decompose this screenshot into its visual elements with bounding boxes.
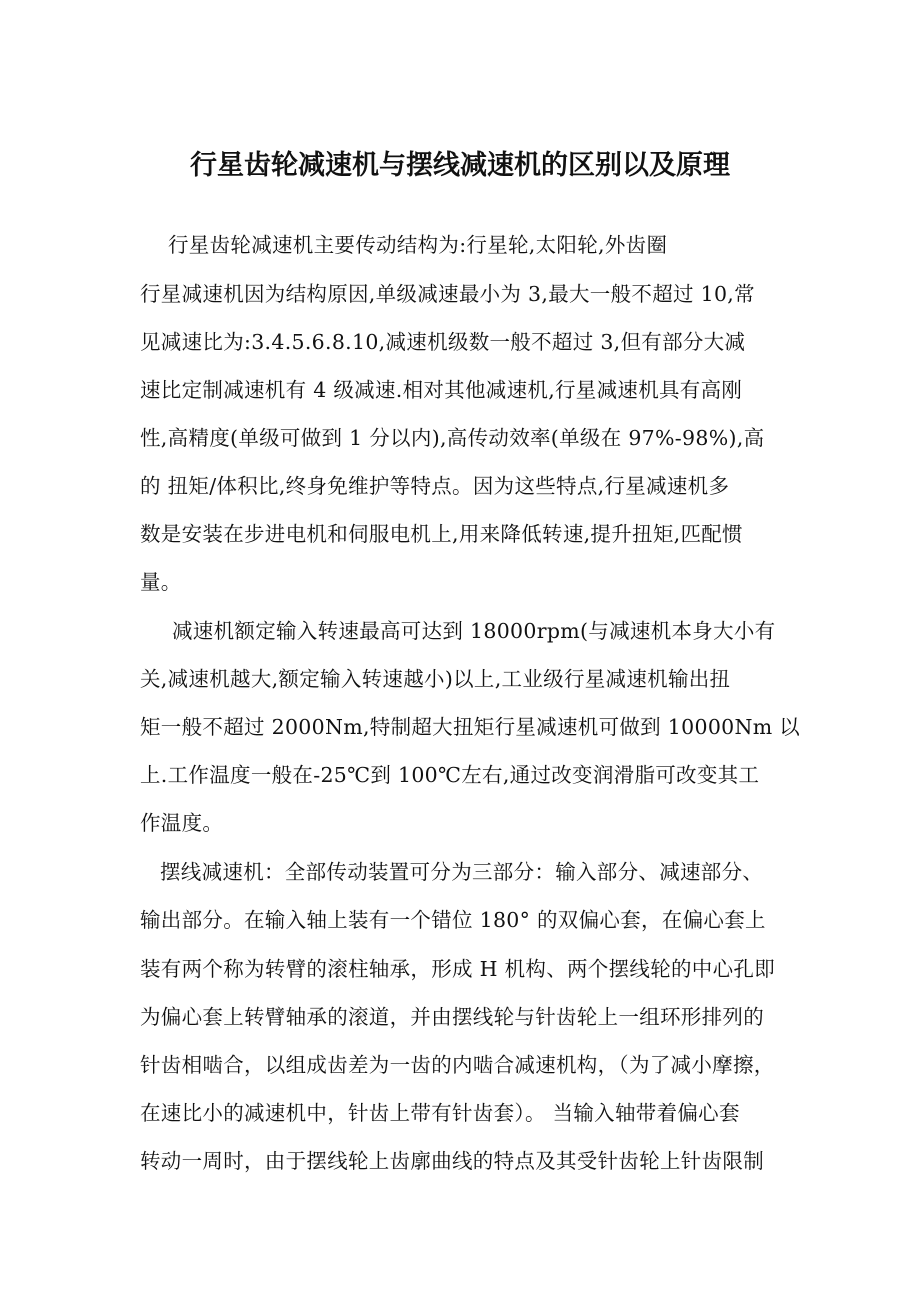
paragraph-line: 的 扭矩/体积比,终身免维护等特点。因为这些特点,行星减速机多 [140, 474, 730, 498]
paragraph-line: 性,高精度(单级可做到 1 分以内),高传动效率(单级在 97%-98%),高 [140, 426, 765, 450]
paragraph-line: 作温度。 [140, 811, 224, 835]
paragraph-line: 为偏心套上转臂轴承的滚道，并由摆线轮与针齿轮上一组环形排列的 [140, 1005, 764, 1029]
paragraph-line: 输出部分。在输入轴上装有一个错位 180° 的双偏心套，在偏心套上 [140, 908, 766, 932]
paragraph-line: 数是安装在步进电机和伺服电机上,用来降低转速,提升扭矩,匹配惯 [140, 522, 743, 546]
paragraph-line: 转动一周时，由于摆线轮上齿廓曲线的特点及其受针齿轮上针齿限制 [140, 1149, 764, 1173]
paragraph-line: 矩一般不超过 2000Nm,特制超大扭矩行星减速机可做到 10000Nm 以 [140, 715, 801, 739]
paragraph-line: 针齿相啮合，以组成齿差为一齿的内啮合减速机构，（为了减小摩擦， [140, 1053, 775, 1077]
paragraph-line: 见减速比为:3.4.5.6.8.10,减速机级数一般不超过 3,但有部分大减 [140, 330, 746, 354]
paragraph-line: 速比定制减速机有 4 级减速.相对其他减速机,行星减速机具有高刚 [140, 378, 743, 402]
paragraph-line: 量。 [140, 570, 182, 594]
document-title: 行星齿轮减速机与摆线减速机的区别以及原理 [190, 150, 730, 181]
paragraph-line: 装有两个称为转臂的滚柱轴承，形成 H 机构、两个摆线轮的中心孔即 [140, 957, 776, 981]
paragraph-line: 减速机额定输入转速最高可达到 18000rpm(与减速机本身大小有 [172, 619, 776, 643]
paragraph-line: 关,减速机越大,额定输入转速越小)以上,工业级行星减速机输出扭 [140, 667, 731, 691]
paragraph-line: 上.工作温度一般在-25℃到 100℃左右,通过改变润滑脂可改变其工 [140, 763, 760, 787]
paragraph-line: 行星齿轮减速机主要传动结构为:行星轮,太阳轮,外齿圈 [168, 233, 668, 257]
paragraph-line: 在速比小的减速机中，针齿上带有针齿套）。 当输入轴带着偏心套 [140, 1101, 740, 1125]
paragraph-line: 行星减速机因为结构原因,单级减速最小为 3,最大一般不超过 10,常 [140, 282, 755, 306]
paragraph-line: 摆线减速机：全部传动装置可分为三部分：输入部分、减速部分、 [160, 860, 764, 884]
